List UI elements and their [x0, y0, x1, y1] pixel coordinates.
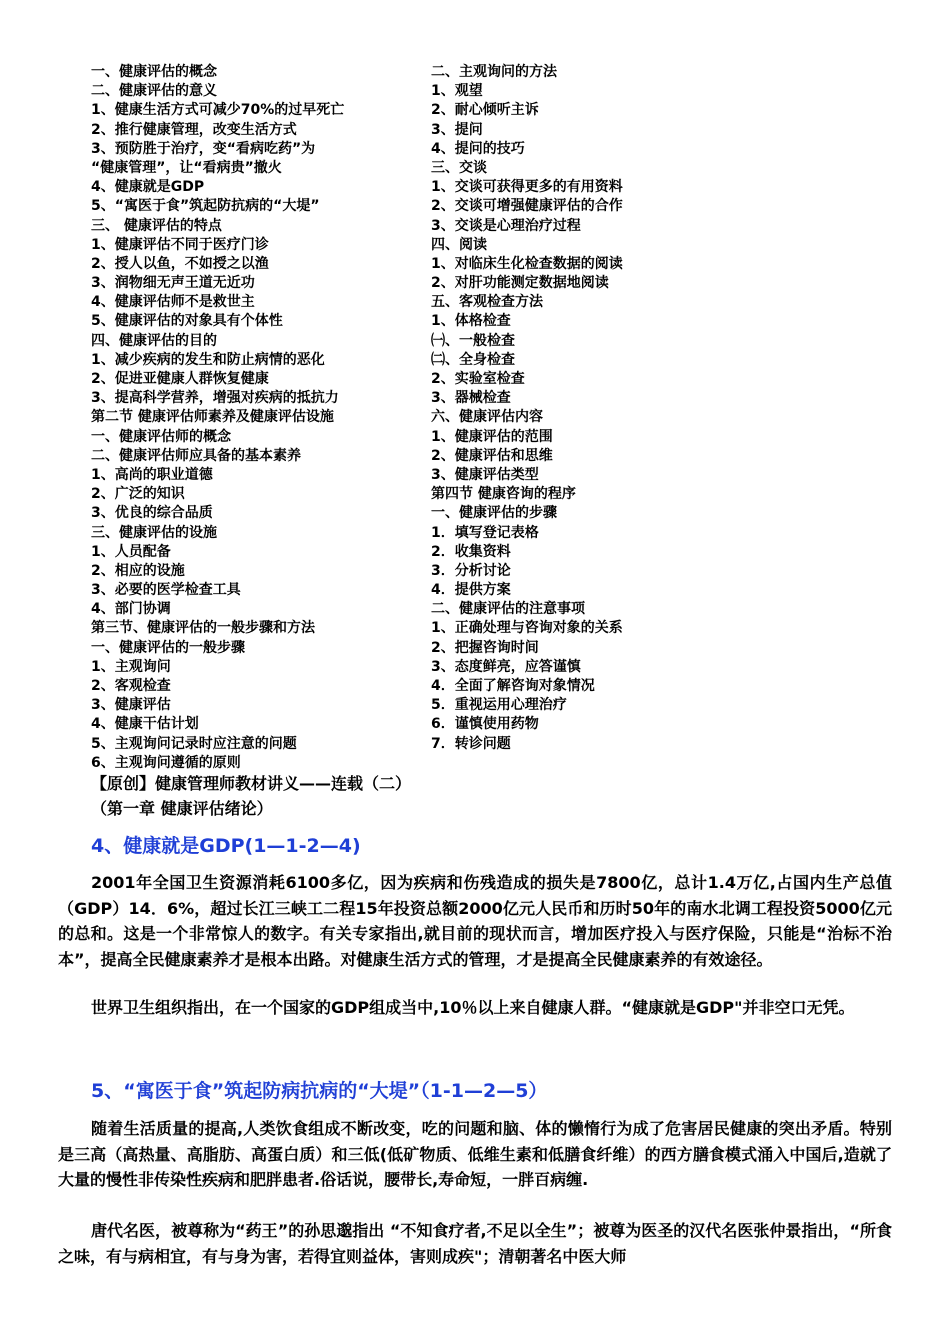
- toc-item: 2、广泛的知识: [91, 486, 185, 503]
- toc-item: 5．重视运用心理治疗: [431, 697, 567, 714]
- toc-item: 2、授人以鱼，不如授之以渔: [91, 255, 269, 272]
- toc-item: 1、主观询问: [91, 658, 171, 675]
- toc-item: 1、正确处理与咨询对象的关系: [431, 620, 623, 637]
- toc-item: 2、推行健康管理，改变生活方式: [91, 121, 297, 138]
- toc-item: 3、预防胜于治疗，变“看病吃药”为: [91, 140, 316, 157]
- toc-item: 1、对临床生化检查数据的阅读: [431, 255, 623, 272]
- series-subtitle: （第一章 健康评估绪论）: [91, 799, 273, 818]
- toc-item: 二、健康评估师应具备的基本素养: [91, 447, 301, 464]
- toc-left-column: [91, 63, 421, 773]
- toc-item: 1、观望: [431, 83, 483, 100]
- toc-item: 1、减少疾病的发生和防止病情的恶化: [91, 351, 325, 368]
- toc-item: 6、主观询问遵循的原则: [91, 754, 241, 771]
- toc-item: 1、体格检查: [431, 313, 511, 330]
- toc-item: 一、健康评估的一般步骤: [91, 639, 245, 656]
- toc-item: 5、健康评估的对象具有个体性: [91, 313, 283, 330]
- toc-item: 3、交谈是心理治疗过程: [431, 217, 581, 234]
- toc-item: 2、对肝功能测定数据地阅读: [431, 275, 609, 292]
- toc-item: 1、高尚的职业道德: [91, 466, 213, 483]
- toc-item: 三、交谈: [431, 159, 487, 176]
- toc-item: ㈡、全身检查: [431, 351, 515, 368]
- toc-item: 1、健康评估的范围: [431, 428, 553, 445]
- toc-item: 2、实验室检查: [431, 371, 525, 387]
- toc-item: 4、健康干估计划: [91, 716, 199, 733]
- toc-item: 2、耐心倾听主诉: [431, 102, 539, 119]
- toc-item: 一、健康评估的步骤: [431, 505, 557, 522]
- toc-item: 第四节 健康咨询的程序: [431, 486, 576, 503]
- toc-item: 5、主观询问记录时应注意的问题: [91, 735, 297, 752]
- toc-item: 1、健康生活方式可减少70%的过早死亡: [91, 102, 345, 119]
- toc-item: 4．提供方案: [431, 582, 511, 599]
- toc-item: 3、健康评估: [91, 697, 171, 714]
- toc-item: 3、润物细无声王道无近功: [91, 275, 255, 292]
- toc-item: 3、提问: [431, 121, 483, 138]
- toc-item: 五、客观检查方法: [431, 294, 543, 311]
- section-heading-gdp: 4、健康就是GDP(1—1-2—4): [91, 835, 361, 857]
- toc-right-column: [431, 63, 761, 754]
- toc-item: 三、健康评估的设施: [91, 524, 217, 541]
- toc-item: 第三节、健康评估的一般步骤和方法: [91, 620, 315, 637]
- toc-item: 4、健康评估师不是救世主: [91, 294, 255, 311]
- toc-item: 2、相应的设施: [91, 562, 185, 579]
- toc-item: 2、把握咨询时间: [431, 639, 539, 656]
- toc-item: 4、部门协调: [91, 601, 171, 618]
- toc-item: 6．谨慎使用药物: [431, 716, 539, 733]
- toc-item: 四、健康评估的目的: [91, 332, 217, 349]
- paragraph: 2001年全国卫生资源消耗6100多亿，因为疾病和伤残造成的损失是7800亿，总计1.4万亿,占国内生产总值（GDP）14．6%，超过长江三峡工二程15年投资总额2000亿元人民币和历时50年的南水北调工程投资5000亿元的总和。这是一个非常惊人的数字。有关专家指出,就目前的现状而言，增加医疗投入与医疗保险，只能是“治标不治本”，提高全民健康素养才是根本出路。对健康生活方式的管理，才是提高全民健康素养的有效途径。: [58, 873, 892, 969]
- toc-item: 二、健康评估的意义: [91, 83, 217, 100]
- toc-item: 二、主观询问的方法: [431, 64, 557, 80]
- toc-item: 一、健康评估的概念: [91, 64, 217, 80]
- toc-item: 7．转诊问题: [431, 735, 511, 752]
- table-of-contents: [0, 63, 950, 773]
- toc-item: 一、健康评估师的概念: [91, 428, 231, 445]
- toc-item: 二、健康评估的注意事项: [431, 601, 585, 618]
- series-title: 【原创】健康管理师教材讲义——连载（二）: [91, 774, 412, 793]
- paragraph: 世界卫生组织指出，在一个国家的GDP组成当中,10％以上来自健康人群。“健康就是GDP"并非空口无凭。: [91, 998, 855, 1017]
- toc-item: 3、提高科学营养，增强对疾病的抵抗力: [91, 390, 339, 407]
- section-heading-diet: 5、“寓医于食”筑起防病抗病的“大堤”（1-1—2—5）: [91, 1080, 548, 1102]
- toc-item: 3、器械检查: [431, 390, 511, 407]
- toc-item: 3、必要的医学检查工具: [91, 582, 241, 599]
- paragraph: 唐代名医，被尊称为“药王”的孙思邈指出 “不知食疗者,不足以全生”；被尊为医圣的汉代名医张仲景指出，“所食之味，有与病相宜，有与身为害，若得宜则益体，害则成疾"；清朝著名中医大师: [58, 1221, 892, 1266]
- toc-item: 2、促进亚健康人群恢复健康: [91, 371, 269, 387]
- toc-item: 三、 健康评估的特点: [91, 217, 222, 234]
- toc-item: 5、“寓医于食”筑起防抗病的“大堤”: [91, 198, 320, 215]
- toc-item: 六、健康评估内容: [431, 409, 543, 426]
- toc-item: 1、健康评估不同于医疗门诊: [91, 236, 269, 253]
- toc-item: 3．分析讨论: [431, 562, 511, 579]
- toc-item: 4、健康就是GDP: [91, 179, 205, 196]
- toc-item: 3、优良的综合品质: [91, 505, 213, 522]
- toc-item: 4．全面了解咨询对象情况: [431, 678, 595, 694]
- paragraph: 随着生活质量的提高,人类饮食组成不断改变，吃的问题和脑、体的懒惰行为成了危害居民健康的突出矛盾。特别是三高（高热量、高脂肪、高蛋白质）和三低(低矿物质、低维生素和低膳食纤维）的西方膳食模式涌入中国后,造就了大量的慢性非传染性疾病和肥胖患者.俗话说，腰带长,寿命短，一胖百病缠.: [58, 1119, 892, 1189]
- toc-item: 1、人员配备: [91, 543, 171, 560]
- toc-item: 1．填写登记表格: [431, 524, 539, 541]
- toc-item: 2、客观检查: [91, 678, 171, 694]
- toc-item: ㈠、一般检查: [431, 332, 515, 349]
- toc-item: 3、态度鲜亮，应答谨慎: [431, 658, 581, 675]
- toc-item: “健康管理”，让“看病贵”撤火: [91, 159, 282, 176]
- toc-item: 1、交谈可获得更多的有用资料: [431, 179, 623, 196]
- toc-item: 2、交谈可增强健康评估的合作: [431, 198, 623, 215]
- toc-item: 第二节 健康评估师素养及健康评估设施: [91, 409, 334, 426]
- toc-item: 4、提问的技巧: [431, 140, 525, 157]
- toc-item: 2．收集资料: [431, 543, 511, 560]
- toc-item: 3、健康评估类型: [431, 466, 539, 483]
- toc-item: 四、阅读: [431, 236, 487, 253]
- toc-item: 2、健康评估和思维: [431, 447, 553, 464]
